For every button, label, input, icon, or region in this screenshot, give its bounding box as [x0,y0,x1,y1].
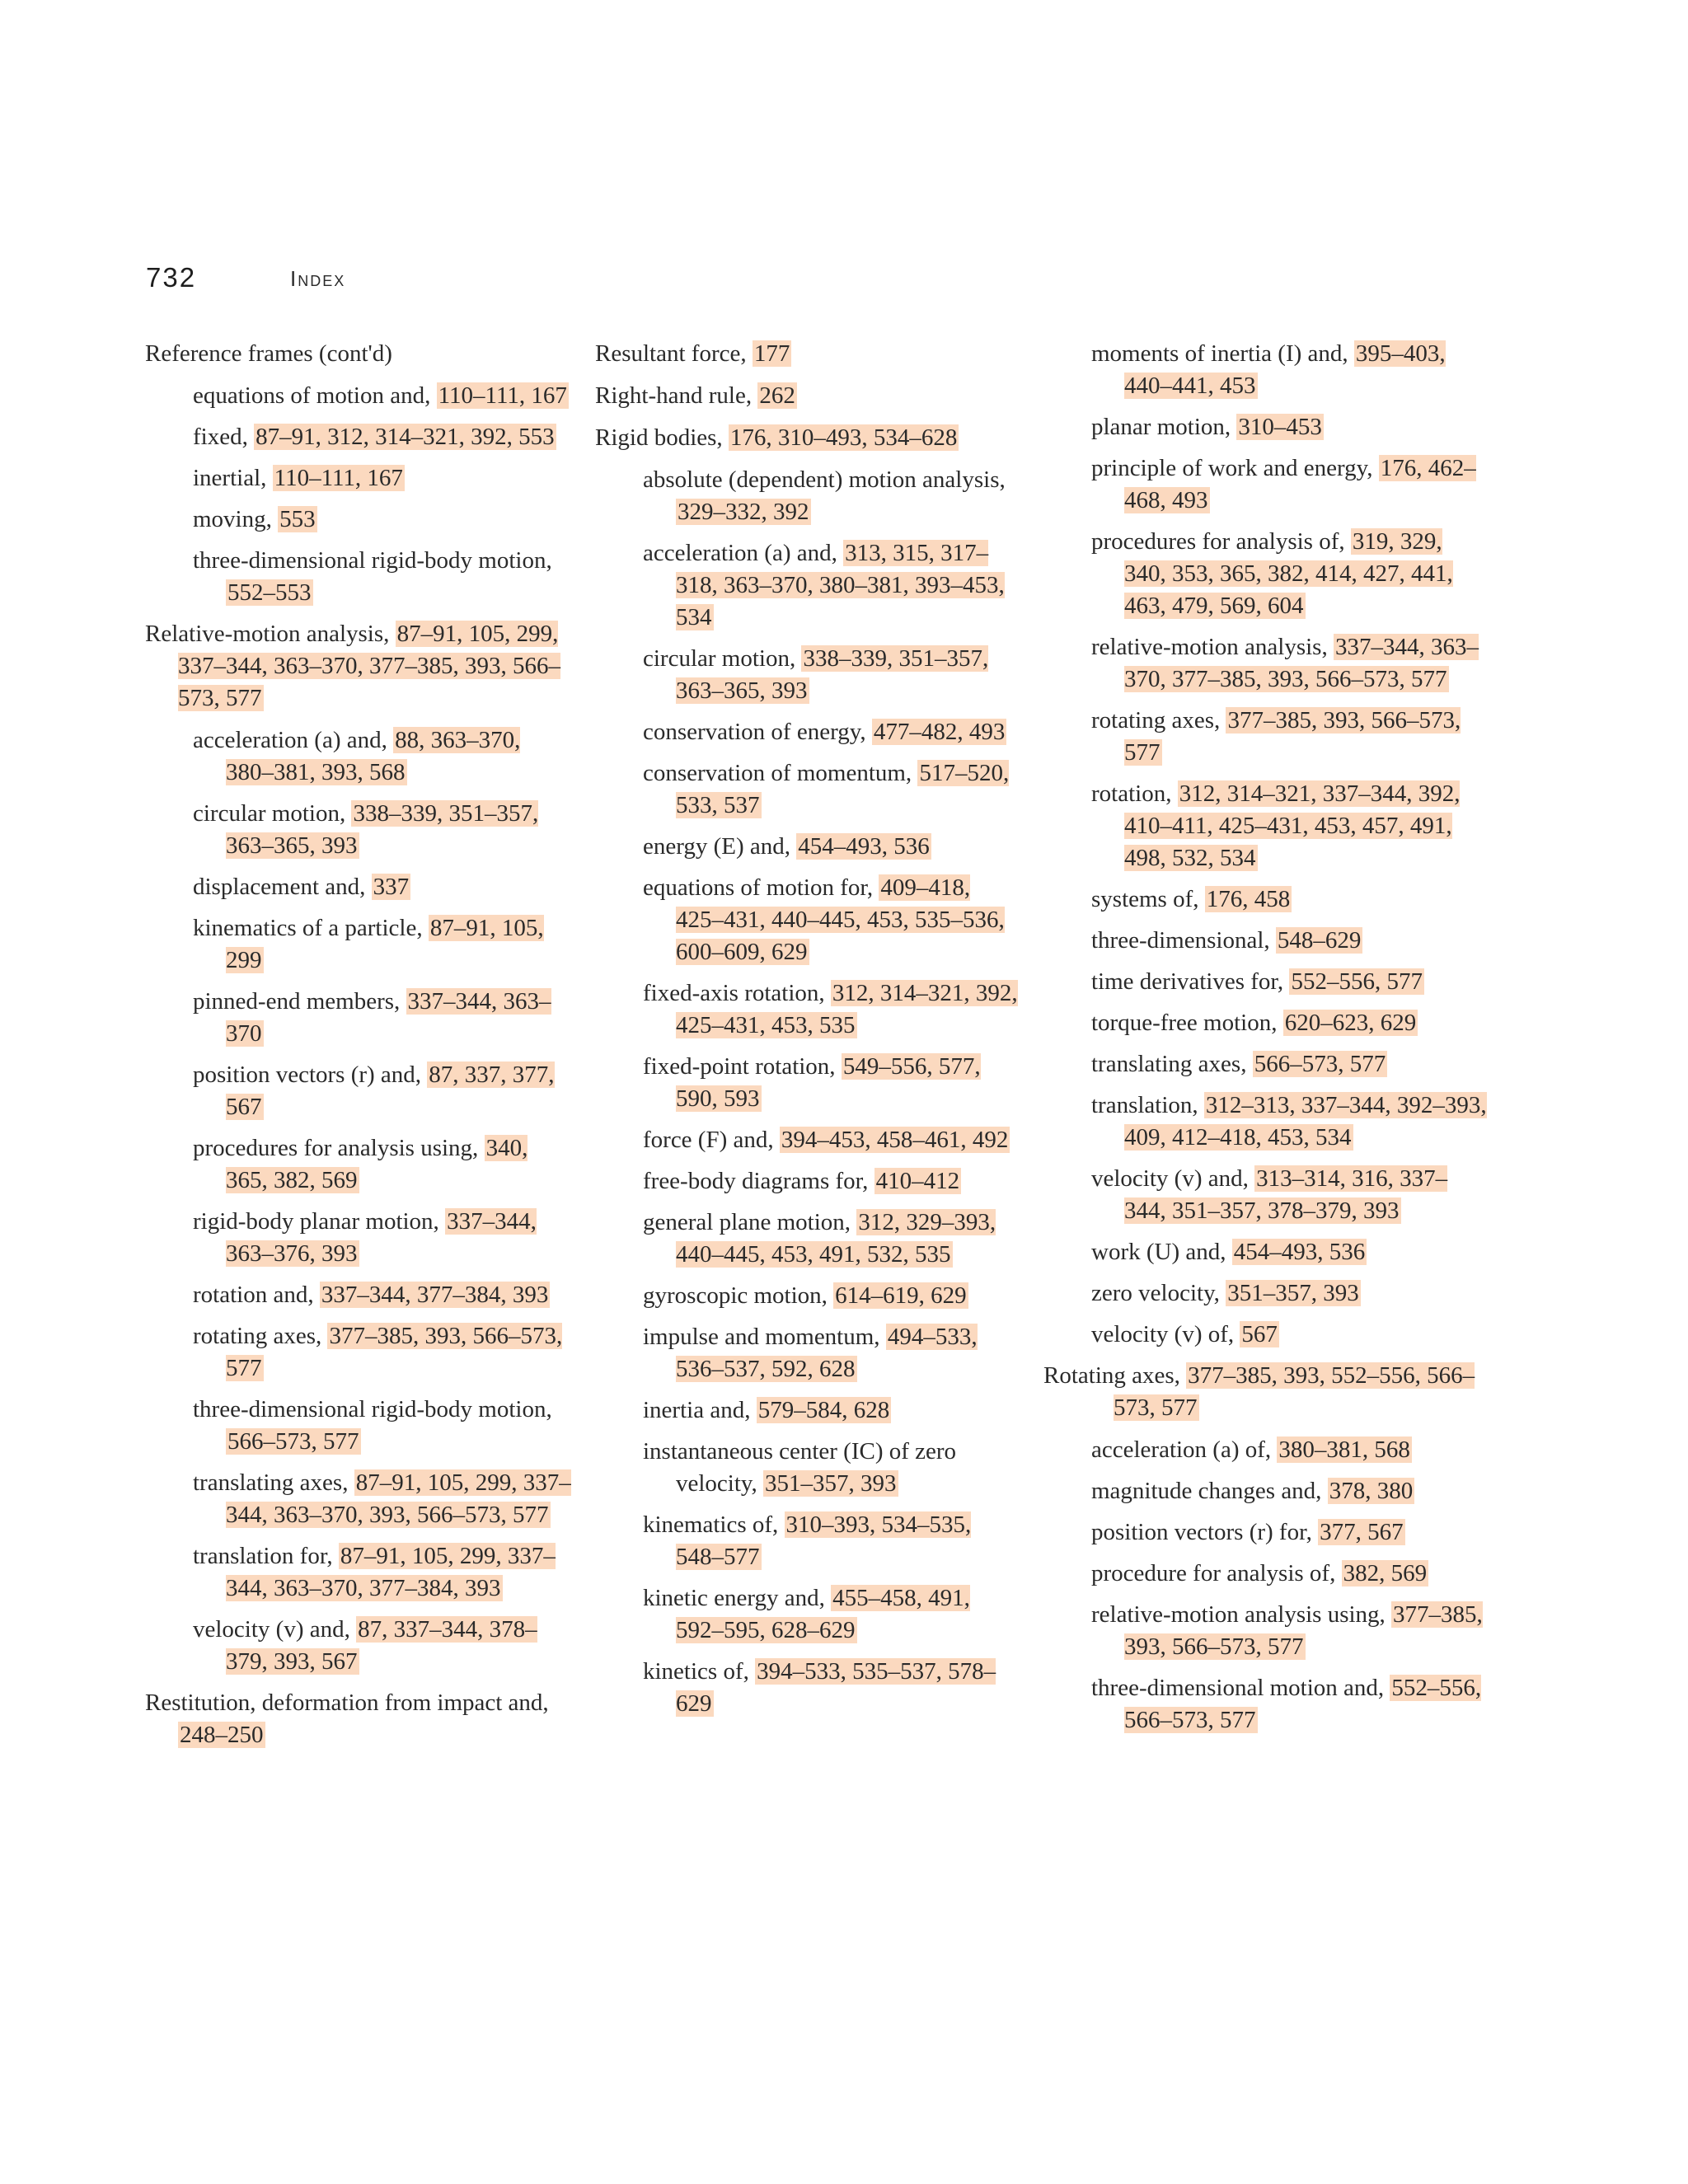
index-subentry [595,643,1024,707]
index-subentry [595,1165,1024,1197]
index-subentry [1043,1475,1489,1507]
index-subentry [1043,705,1489,769]
page-references: 337–344, 377–384, 393 [321,1282,549,1308]
page-references: 378, 380 [1329,1478,1414,1504]
index-term: fixed, [193,424,255,450]
page-references: 377, 567 [1320,1519,1404,1545]
page-references: 620–623, 629 [1284,1010,1417,1036]
page-references: 87, 337, 377, 567 [226,1062,555,1120]
index-term: acceleration (a) and, [643,540,844,566]
page-references: 312–313, 337–344, 392–393, 409, 412–418, 453, 534 [1124,1092,1487,1151]
index-subentry [145,1614,574,1678]
index-subentry [145,504,574,536]
index-subentry [595,1582,1024,1647]
index-term: three-dimensional rigid-body motion, [193,547,552,574]
index-subentry [1043,1236,1489,1268]
index-subentry [1043,1516,1489,1549]
index-term: kinetics of, [643,1658,756,1685]
index-subentry [1043,631,1489,696]
page-references: 312, 329–393, 440–445, 453, 491, 532, 535 [676,1209,996,1268]
index-subentry [595,872,1024,968]
page-references: 394–533, 535–537, 578–629 [676,1658,996,1717]
index-term: fixed-axis rotation, [643,980,831,1006]
index-term: rotation, [1091,780,1178,807]
index-term: conservation of energy, [643,719,872,745]
page-references: 310–393, 534–535, 548–577 [676,1511,972,1570]
index-subentry [1043,1163,1489,1227]
index-term: three-dimensional motion and, [1091,1675,1390,1701]
index-term: Right-hand rule, [595,382,758,409]
page-references: 110–111, 167 [274,465,403,491]
page-references: 337 [373,874,410,900]
index-subentry [1043,966,1489,998]
page-references: 87–91, 105, 299 [226,915,544,973]
index-term: equations of motion for, [643,874,879,901]
index-subentry [595,1124,1024,1156]
page-references: 517–520, 533, 537 [676,760,1010,818]
page-references: 329–332, 392 [678,499,809,525]
index-term: Relative-motion analysis, [145,621,396,647]
index-subentry [145,1132,574,1197]
index-term: work (U) and, [1091,1239,1232,1265]
page-references: 312, 314–321, 392, 425–431, 453, 535 [676,980,1018,1038]
page-references: 176, 310–493, 534–628 [729,424,958,451]
index-subentry [1043,1599,1489,1663]
index-term: Restitution, deformation from impact and, [145,1690,549,1716]
index-subentry [595,757,1024,822]
index-term: velocity (v) and, [193,1616,357,1643]
page-references: 337–344, 363–370 [226,988,551,1047]
index-subentry [145,798,574,862]
index-column-1 [145,338,574,1761]
index-main-entry [1043,1360,1489,1424]
page-references: 395–403, 440–441, 453 [1124,340,1446,399]
page-references: 409–418, 425–431, 440–445, 453, 535–536, 600–609, 629 [676,874,1005,965]
index-subentry [595,1280,1024,1312]
index-term: kinematics of, [643,1511,785,1538]
page-references: 351–357, 393 [765,1470,897,1497]
index-subentry [595,1207,1024,1271]
index-main-entry [145,1687,574,1751]
page-references: 377–385, 393, 566–573, 577 [1124,707,1461,766]
page-references: 310–453 [1238,414,1322,440]
index-subentry [145,1320,574,1385]
page-references: 494–533, 536–537, 592, 628 [676,1324,978,1382]
index-term: circular motion, [193,800,352,827]
index-subentry [1043,452,1489,517]
index-term: translation for, [193,1543,339,1569]
index-term: magnitude changes and, [1091,1478,1328,1504]
page-references: 87–91, 105, 299, 337–344, 363–370, 377–384, 393 [226,1543,556,1601]
page-number: 732 [146,262,197,293]
index-term: acceleration (a) and, [193,727,394,753]
index-term: three-dimensional, [1091,927,1276,954]
index-subentry [145,380,574,412]
page-references: 176, 458 [1206,886,1291,912]
page-references: 410–412 [875,1168,960,1194]
page-references: 566–573, 577 [227,1428,359,1455]
index-subentry [145,1206,574,1270]
page-references: 552–556, 577 [1291,968,1423,995]
page-references: 88, 363–370, 380–381, 393, 568 [226,727,521,785]
index-term: procedures for analysis of, [1091,528,1351,555]
page-references: 553 [279,506,316,532]
index-subentry [1043,1558,1489,1590]
page-references: 351–357, 393 [1227,1280,1359,1306]
index-subentry [145,986,574,1050]
index-term: position vectors (r) for, [1091,1519,1319,1545]
index-term: pinned-end members, [193,988,406,1015]
page-references: 377–385, 393, 566–573, 577 [1124,1601,1483,1660]
index-term: velocity (v) of, [1091,1321,1240,1347]
page-references: 338–339, 351–357, 363–365, 393 [226,800,539,859]
index-term: systems of, [1091,886,1205,912]
index-subentry [145,1279,574,1311]
page-references: 340, 365, 382, 569 [226,1135,528,1193]
index-term: rigid-body planar motion, [193,1208,446,1235]
index-term: inertial, [193,465,273,491]
index-column-2 [595,338,1024,1729]
page-references: 548–629 [1277,927,1362,954]
index-term: general plane motion, [643,1209,857,1235]
page-references: 87–91, 105, 299, 337–344, 363–370, 377–385, 393, 566–573, 577 [178,621,560,711]
page-references: 262 [759,382,795,409]
index-subentry [1043,1048,1489,1080]
page-references: 87, 337–344, 378–379, 393, 567 [226,1616,537,1675]
index-term: gyroscopic motion, [643,1282,834,1309]
page-references: 552–556, 566–573, 577 [1124,1675,1482,1733]
index-term: Rigid bodies, [595,424,729,451]
page-references: 338–339, 351–357, 363–365, 393 [676,645,989,704]
page-references: 313, 315, 317–318, 363–370, 380–381, 393–453, 534 [676,540,1005,630]
index-subentry [1043,338,1489,402]
index-term: fixed-point rotation, [643,1053,842,1080]
index-main-entry [145,618,574,715]
index-subentry [595,1656,1024,1720]
index-term: Rotating axes, [1043,1362,1187,1389]
page-references: 319, 329, 340, 353, 365, 382, 414, 427, 441, 463, 479, 569, 604 [1124,528,1453,619]
index-main-entry [595,380,1024,412]
index-subentry [595,1394,1024,1427]
page-references: 377–385, 393, 552–556, 566–573, 577 [1114,1362,1475,1421]
page-references: 579–584, 628 [757,1397,890,1423]
index-subentry [1043,1672,1489,1736]
index-subentry [145,421,574,453]
index-term: relative-motion analysis, [1091,634,1334,660]
page-references: 87–91, 312, 314–321, 392, 553 [256,424,555,450]
index-term: moving, [193,506,279,532]
page-references: 567 [1241,1321,1278,1347]
page-references: 394–453, 458–461, 492 [781,1127,1009,1153]
page-references: 337–344, 363–376, 393 [226,1208,537,1267]
index-term: Resultant force, [595,340,753,367]
index-subentry [145,462,574,494]
page-references: 552–553 [227,579,312,606]
index-subentry [595,716,1024,748]
page-references: 87–91, 105, 299, 337–344, 363–370, 393, 566–573, 577 [226,1469,571,1528]
index-term: instantaneous center (IC) of zero velocity, [643,1438,957,1497]
index-subentry [145,912,574,977]
index-term: planar motion, [1091,414,1237,440]
index-term: three-dimensional rigid-body motion, [193,1396,552,1422]
index-term: moments of inertia (I) and, [1091,340,1354,367]
index-term: circular motion, [643,645,802,672]
page-references: 377–385, 393, 566–573, 577 [226,1323,563,1381]
index-subentry [595,1436,1024,1500]
index-term: torque-free motion, [1091,1010,1283,1036]
index-subentry [595,537,1024,634]
page-references: 477–482, 493 [873,719,1006,745]
index-term: equations of motion and, [193,382,437,409]
index-subentry [145,545,574,609]
index-term: kinetic energy and, [643,1585,832,1611]
index-subentry [1043,411,1489,443]
index-term: principle of work and energy, [1091,455,1379,481]
page-references: 313–314, 316, 337–344, 351–357, 378–379, 393 [1124,1165,1448,1224]
index-term: displacement and, [193,874,372,900]
index-term: conservation of momentum, [643,760,918,786]
index-term: energy (E) and, [643,833,797,860]
index-term: kinematics of a particle, [193,915,429,941]
index-subentry [595,1051,1024,1115]
index-term: acceleration (a) of, [1091,1436,1278,1463]
index-column-3 [1043,338,1489,1746]
index-subentry [145,1059,574,1123]
page-references: 248–250 [180,1722,264,1748]
page-references: 454–493, 536 [1233,1239,1366,1265]
page-references: 337–344, 363–370, 377–385, 393, 566–573, 577 [1124,634,1479,692]
index-subentry [595,1509,1024,1573]
index-term: procedure for analysis of, [1091,1560,1342,1586]
index-main-entry [595,422,1024,454]
page-references: 312, 314–321, 337–344, 392, 410–411, 425–431, 453, 457, 491, 498, 532, 534 [1124,780,1461,871]
page-references: 176, 462–468, 493 [1124,455,1476,513]
index-term: free-body diagrams for, [643,1168,874,1194]
index-term: relative-motion analysis using, [1091,1601,1392,1628]
index-term: translating axes, [193,1469,354,1496]
index-term: inertia and, [643,1397,757,1423]
page-references: 566–573, 577 [1254,1051,1386,1077]
page-references: 110–111, 167 [438,382,567,409]
index-subentry [1043,1277,1489,1310]
page-references: 380–381, 568 [1278,1436,1410,1463]
index-term: Reference frames (cont'd) [145,340,392,367]
index-main-entry [145,338,574,370]
page-references: 455–458, 491, 592–595, 628–629 [676,1585,970,1643]
index-term: time derivatives for, [1091,968,1290,995]
index-subentry [595,1321,1024,1385]
page-references: 382, 569 [1343,1560,1428,1586]
index-subentry [1043,526,1489,622]
index-subentry [145,871,574,903]
index-term: position vectors (r) and, [193,1062,428,1088]
index-term: rotating axes, [193,1323,328,1349]
index-term: impulse and momentum, [643,1324,886,1350]
index-term: translating axes, [1091,1051,1253,1077]
index-subentry [145,724,574,789]
index-subentry [145,1467,574,1531]
index-subentry [595,831,1024,863]
index-term: rotating axes, [1091,707,1226,733]
page-references: 454–493, 536 [798,833,930,860]
index-term: procedures for analysis using, [193,1135,485,1161]
index-term: zero velocity, [1091,1280,1226,1306]
index-subentry [1043,1007,1489,1039]
index-subentry [1043,778,1489,874]
page-references: 177 [753,340,790,367]
index-subentry [1043,1434,1489,1466]
index-term: translation, [1091,1092,1204,1118]
index-term: rotation and, [193,1282,320,1308]
index-term: absolute (dependent) motion analysis, [643,466,1006,493]
index-subentry [1043,925,1489,957]
index-subentry [145,1394,574,1458]
running-head: Index [290,266,346,291]
index-subentry [595,977,1024,1042]
index-subentry [145,1540,574,1605]
index-subentry [595,464,1024,528]
index-subentry [1043,1319,1489,1351]
index-subentry [1043,1090,1489,1154]
index-term: velocity (v) and, [1091,1165,1255,1192]
page-references: 614–619, 629 [835,1282,967,1309]
page-references: 549–556, 577, 590, 593 [676,1053,981,1112]
index-main-entry [595,338,1024,370]
index-subentry [1043,883,1489,916]
index-term: force (F) and, [643,1127,780,1153]
